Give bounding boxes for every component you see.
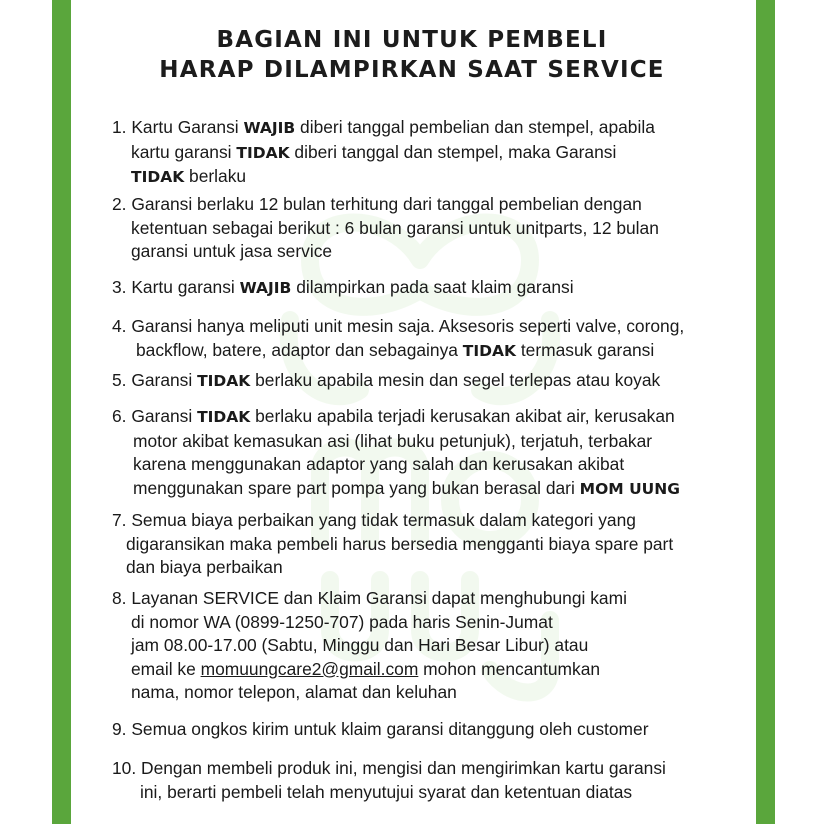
- term-item-8: [112, 587, 627, 705]
- term-line: jam 08.00-17.00 (Sabtu, Minggu dan Hari Besar Libur) atau: [131, 635, 589, 655]
- emphasis-text: MOM UUNG: [579, 479, 680, 498]
- term-line: TIDAK berlaku: [131, 166, 247, 186]
- term-line: ketentuan sebagai berikut : 6 bulan garansi untuk unitparts, 12 bulan: [131, 217, 659, 238]
- term-line: 9. Semua ongkos kirim untuk klaim garansi ditanggung oleh customer: [112, 719, 649, 739]
- term-item-9: [112, 718, 649, 742]
- term-item-5: [112, 369, 660, 394]
- emphasis-text: TIDAK: [462, 341, 517, 360]
- emphasis-text: TIDAK: [236, 143, 290, 162]
- emphasis-text: TIDAK: [197, 372, 251, 390]
- term-line: 10. Dengan membeli produk ini, mengisi dan mengirimkan kartu garansi: [112, 758, 666, 778]
- term-item-1: [112, 116, 655, 190]
- term-line: 7. Semua biaya perbaikan yang tidak termasuk dalam kategori yang: [112, 510, 636, 530]
- emphasis-text: WAJIB: [243, 119, 296, 137]
- term-line: nama, nomor telepon, alamat dan keluhan: [131, 682, 457, 702]
- emphasis-text: WAJIB: [239, 279, 292, 297]
- left-green-border: [52, 0, 71, 824]
- term-line: garansi untuk jasa service: [131, 241, 333, 261]
- term-line: 5. Garansi TIDAK berlaku apabila mesin dan segel terlepas atau koyak: [112, 370, 661, 390]
- term-line: dan biaya perbaikan: [126, 557, 283, 577]
- term-line: 3. Kartu garansi WAJIB dilampirkan pada saat klaim garansi: [112, 277, 574, 297]
- term-line: motor akibat kemasukan asi (lihat buku petunjuk), terjatuh, terbakar: [133, 430, 653, 451]
- term-line: backflow, batere, adaptor dan sebagainya TIDAK termasuk garansi: [136, 339, 655, 360]
- term-line: kartu garansi TIDAK diberi tanggal dan stempel, maka Garansi: [131, 141, 617, 162]
- term-item-6: [112, 405, 680, 501]
- term-line: 4. Garansi hanya meliputi unit mesin saja. Aksesoris seperti valve, corong,: [112, 316, 685, 336]
- term-item-3: [112, 276, 574, 301]
- term-line: karena menggunakan adaptor yang salah dan kerusakan akibat: [133, 454, 625, 474]
- term-line: 1. Kartu Garansi WAJIB diberi tanggal pembelian dan stempel, apabila: [112, 117, 655, 137]
- term-item-7: [112, 509, 673, 580]
- term-line: ini, berarti pembeli telah menyutujui syarat dan ketentuan diatas: [140, 781, 633, 802]
- term-line: 2. Garansi berlaku 12 bulan terhitung dari tanggal pembelian dengan: [112, 194, 642, 214]
- right-green-border: [756, 0, 775, 824]
- term-item-4: [112, 315, 684, 363]
- term-line: menggunakan spare part pompa yang bukan berasal dari MOM UUNG: [133, 477, 680, 498]
- term-line: 8. Layanan SERVICE dan Klaim Garansi dapat menghubungi kami: [112, 588, 627, 608]
- heading-line-2: HARAP DILAMPIRKAN SAAT SERVICE: [159, 57, 665, 83]
- term-line: di nomor WA (0899-1250-707) pada haris Senin-Jumat: [131, 611, 553, 632]
- term-line: 6. Garansi TIDAK berlaku apabila terjadi kerusakan akibat air, kerusakan: [112, 406, 675, 426]
- email-link[interactable]: momuungcare2@gmail.com: [200, 658, 419, 679]
- term-item-2: [112, 193, 659, 264]
- emphasis-text: TIDAK: [131, 168, 185, 186]
- term-line: digaransikan maka pembeli harus bersedia mengganti biaya spare part: [126, 533, 674, 554]
- term-item-10: [112, 757, 666, 804]
- emphasis-text: TIDAK: [197, 408, 251, 426]
- term-line: email ke momuungcare2@gmail.com mohon mencantumkan: [131, 658, 601, 679]
- heading-line-1: BAGIAN INI UNTUK PEMBELI: [216, 27, 608, 53]
